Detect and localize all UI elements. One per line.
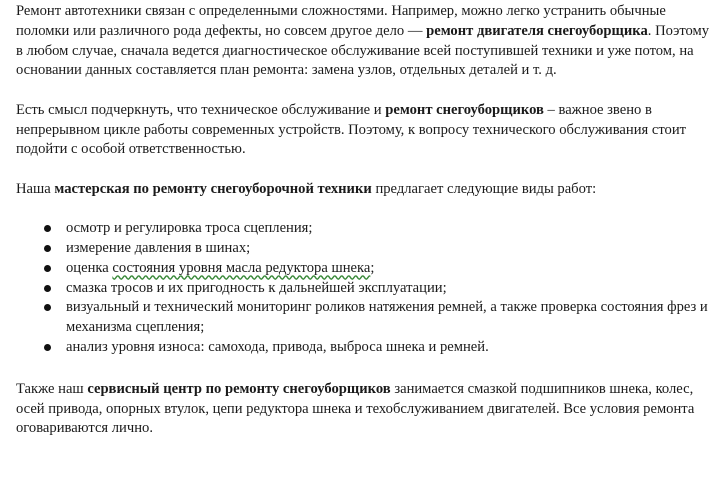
bold-phrase-snowblower-repair: ремонт снегоуборщиков — [385, 101, 544, 118]
list-item — [44, 259, 716, 279]
bullet-icon — [44, 245, 51, 252]
list-item — [44, 279, 716, 299]
bullet-icon — [44, 344, 51, 351]
services-list — [16, 219, 716, 358]
bullet-icon — [44, 225, 51, 232]
list-item — [44, 239, 716, 259]
bullet-icon — [44, 265, 51, 272]
list-item-text: визуальный и технический мониторинг роликов натяжения ремней, а также проверка состояния фрез и механизма сцепления; — [66, 299, 708, 336]
paragraph-services-intro-text: Наша — [16, 180, 55, 197]
bullet-icon — [44, 285, 51, 292]
list-item-text: анализ уровня износа: самохода, привода, выброса шнека и ремней. — [66, 338, 489, 355]
paragraph-service-center-text-end: занимается смазкой подшипников шнека, колес, осей привода, опорных втулок, цепи редуктора шнека и техобслуживанием двигателей. Все условия ремонта оговариваются лично. — [16, 380, 695, 437]
paragraph-importance-text: Есть смысл подчеркнуть, что техническое обслуживание и — [16, 101, 386, 118]
bold-phrase-workshop: мастерская по ремонту снегоуборочной техники — [54, 180, 372, 197]
paragraph-importance — [16, 101, 716, 160]
list-item-text: измерение давления в шинах; — [66, 239, 251, 256]
paragraph-intro — [16, 2, 716, 81]
spellcheck-underlined-phrase: состояния уровня масла редуктора шнека — [112, 259, 371, 276]
paragraph-service-center-text: Также наш — [16, 380, 88, 397]
bold-phrase-service-center: сервисный центр по ремонту снегоуборщиков — [87, 380, 391, 397]
list-item-text-pre: оценка — [66, 259, 113, 276]
bold-phrase-engine-repair: ремонт двигателя снегоуборщика — [426, 22, 648, 39]
bullet-icon — [44, 304, 51, 311]
list-item — [44, 298, 716, 338]
list-item-text: осмотр и регулировка троса сцепления; — [66, 220, 313, 237]
paragraph-importance-text-end: – важное звено в непрерывном цикле работы современных устройств. Поэтому, к вопросу технического обслуживания стоит подойти с особой ответственностью. — [16, 101, 687, 158]
article-body — [16, 2, 716, 439]
paragraph-services-intro — [16, 180, 716, 200]
paragraph-intro-text: Ремонт автотехники связан с определенными сложностями. Например, можно легко устранить обычные поломки или различного рода дефекты, но совсем другое дело — — [16, 3, 666, 39]
paragraph-intro-text-end: . Поэтому в любом случае, сначала ведется диагностическое обслуживание всей поступившей техники и уже потом, на основании данных составляется план ремонта: замена узлов, отдельных деталей и т. д. — [16, 22, 710, 79]
paragraph-service-center — [16, 380, 716, 439]
list-item — [44, 338, 716, 358]
list-item-text: смазка тросов и их пригодность к дальнейшей эксплуатации; — [66, 279, 447, 296]
paragraph-services-intro-text-end: предлагает следующие виды работ: — [371, 180, 597, 197]
list-item-text-post: ; — [370, 259, 375, 276]
list-item — [44, 219, 716, 239]
